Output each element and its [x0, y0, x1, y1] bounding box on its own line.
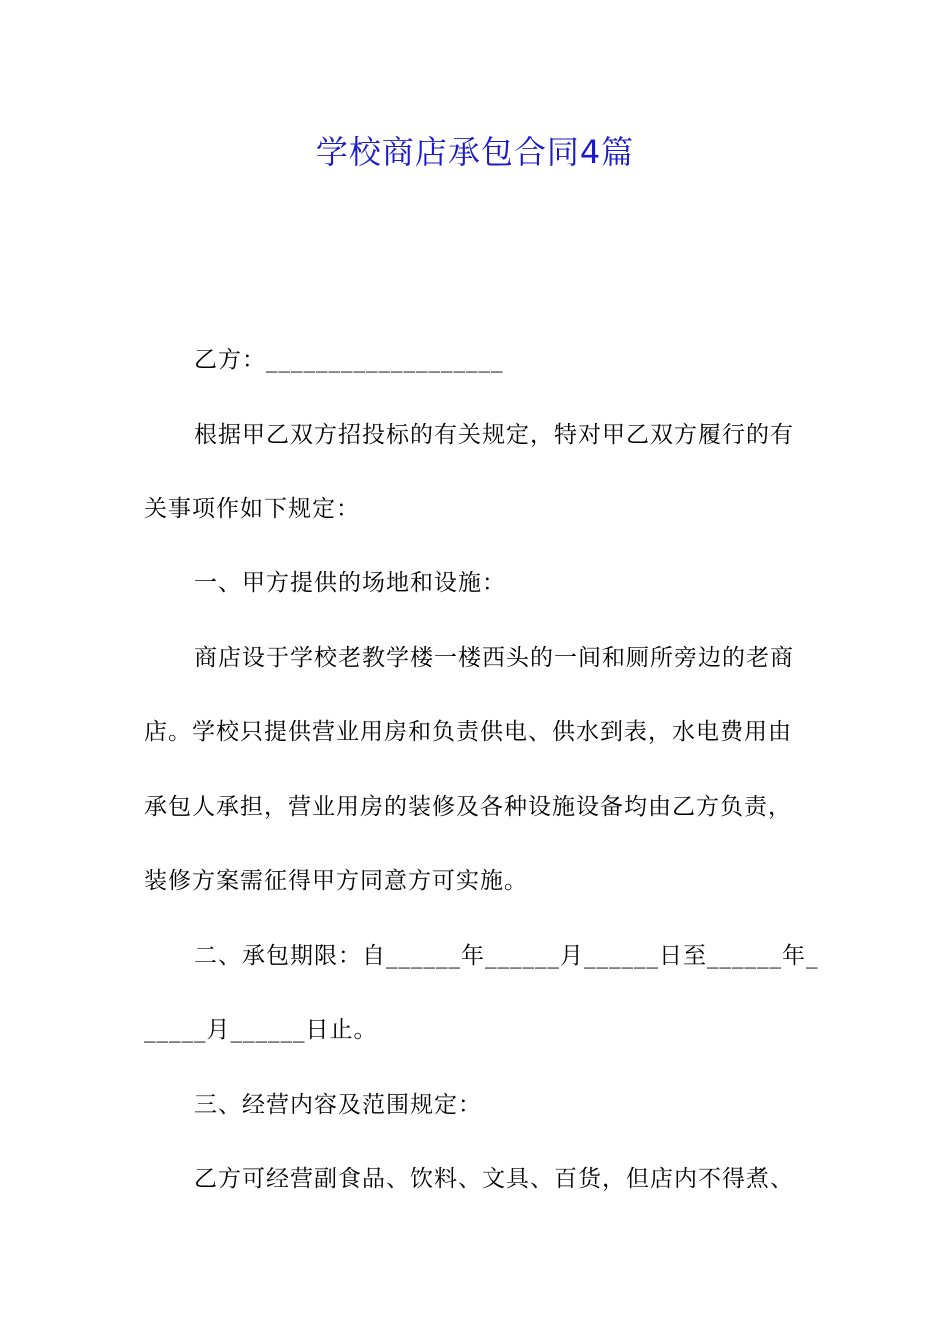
paragraph-line: _____月______日止。 [144, 1017, 378, 1043]
paragraph-line: 乙方可经营副食品、饮料、文具、百货，但店内不得煮、 [194, 1166, 794, 1192]
paragraph-line: 店。学校只提供营业用房和负责供电、供水到表，水电费用由 [144, 719, 792, 745]
paragraph-line: 商店设于学校老教学楼一楼西头的一间和厕所旁边的老商 [194, 645, 794, 671]
paragraph-line: 关事项作如下规定： [144, 496, 360, 522]
paragraph-line: 承包人承担，营业用房的装修及各种设施设备均由乙方负责， [144, 794, 792, 820]
paragraph-line: 装修方案需征得甲方同意方可实施。 [144, 868, 528, 894]
party-b-line: 乙方：___________________ [194, 347, 504, 373]
paragraph-line: 根据甲乙双方招投标的有关规定，特对甲乙双方履行的有 [194, 422, 794, 448]
section-heading: 二、承包期限：自______年______月______日至______年_ [194, 943, 819, 969]
document-title: 学校商店承包合同4篇 [315, 133, 635, 171]
section-heading: 三、经营内容及范围规定： [194, 1092, 482, 1118]
section-heading: 一、甲方提供的场地和设施： [194, 570, 506, 596]
